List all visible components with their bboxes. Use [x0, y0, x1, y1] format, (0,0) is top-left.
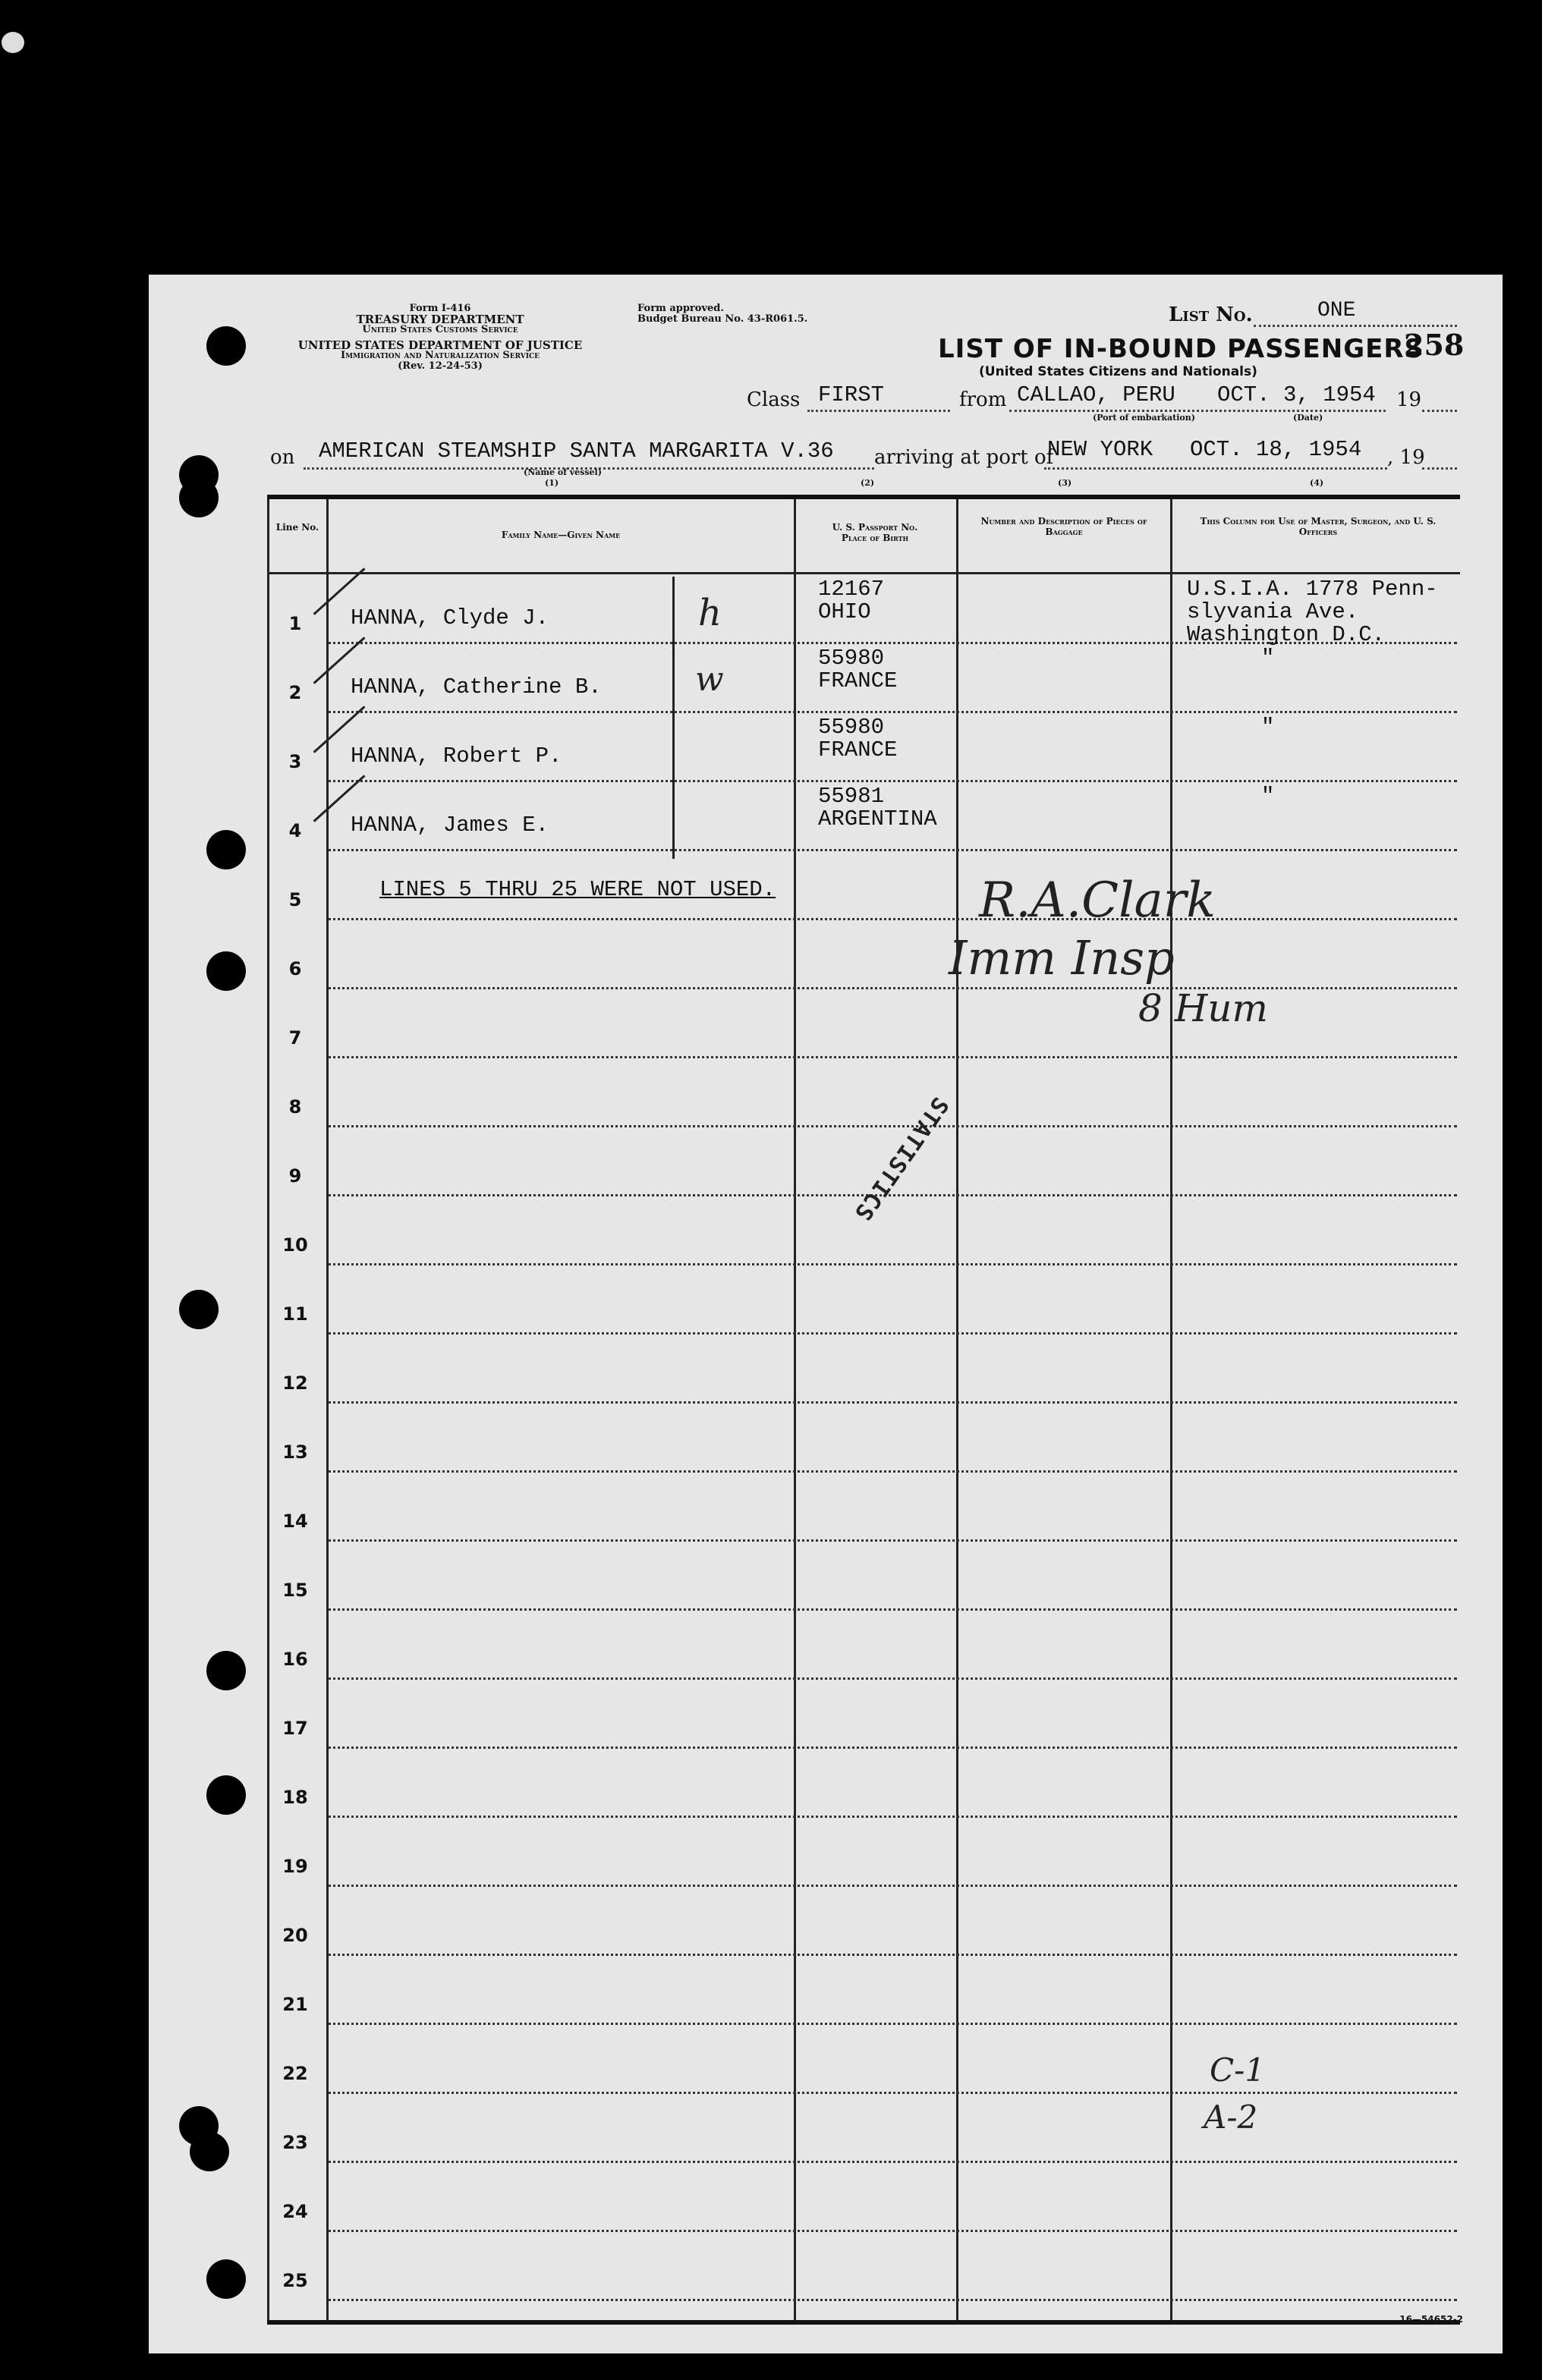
- port-embarkation: CALLAO, PERU: [1017, 382, 1175, 407]
- row-line: [328, 1539, 1457, 1542]
- row-number: 25: [282, 2270, 308, 2291]
- place-of-birth: ARGENTINA: [818, 806, 937, 832]
- arrival-port: NEW YORK: [1047, 437, 1153, 462]
- inspector-note: 8 Hum: [1138, 986, 1268, 1030]
- year-suffix-2: , 19: [1387, 446, 1425, 469]
- officer-note: ": [1261, 784, 1275, 809]
- row-number: 8: [288, 1096, 302, 1118]
- row-line: [328, 1746, 1457, 1749]
- row-number: 21: [282, 1994, 308, 2015]
- row-number: 23: [282, 2132, 308, 2153]
- binder-hole: [206, 1651, 246, 1690]
- treasury-dept: TREASURY DEPARTMENT: [356, 313, 524, 326]
- officer-note: ": [1261, 646, 1275, 671]
- row-line: [328, 1125, 1457, 1127]
- budget-block: [637, 303, 807, 325]
- row-line: [328, 1263, 1457, 1265]
- row-line: [328, 1194, 1457, 1196]
- row-line: [328, 1401, 1457, 1404]
- col-head-baggage: Number and Description of Pieces of Baggage: [980, 516, 1147, 537]
- officer-note: U.S.I.A. 1778 Penn-: [1187, 577, 1438, 602]
- row-line: [328, 2161, 1457, 2163]
- vessel-name: AMERICAN STEAMSHIP SANTA MARGARITA V.36: [319, 439, 834, 464]
- budget-bureau: Budget Bureau No. 43-R061.5.: [637, 313, 808, 325]
- passport-number: 55980: [818, 646, 885, 671]
- inspector-title: Imm Insp: [949, 930, 1175, 986]
- row-number: 18: [282, 1787, 308, 1808]
- hand-bracket-line: [672, 577, 675, 859]
- place-of-birth: FRANCE: [818, 737, 898, 762]
- port-caption: (Port of embarkation): [1093, 413, 1195, 423]
- row-number: 11: [282, 1303, 308, 1325]
- passport-number: 55980: [818, 715, 885, 740]
- year-line-2: [1422, 467, 1457, 470]
- inspector-signature: R.A.Clark: [979, 872, 1216, 929]
- col-divider: [794, 499, 796, 2320]
- list-no-value: ONE: [1317, 299, 1356, 322]
- statistics-stamp: STATISTICS: [848, 1092, 954, 1226]
- passport-number: 55981: [818, 784, 885, 809]
- row-number: 9: [288, 1165, 302, 1187]
- binder-hole: [206, 2259, 246, 2299]
- corner-mark: [2, 32, 24, 53]
- year-line: [1422, 410, 1457, 412]
- col-head-line: Line No.: [275, 522, 319, 533]
- form-approved: Form approved.: [637, 303, 724, 314]
- binder-hole: [179, 478, 219, 517]
- col-divider: [956, 499, 958, 2320]
- officer-note: Washington D.C.: [1187, 622, 1386, 647]
- passenger-name: HANNA, Clyde J.: [351, 605, 549, 630]
- binder-hole: [206, 830, 246, 869]
- revision: (Rev. 12-24-53): [398, 360, 483, 372]
- row-line: [328, 1332, 1457, 1335]
- row-number: 24: [282, 2201, 308, 2222]
- caption-1: (1): [545, 478, 559, 488]
- col-head-officers: This Column for Use of Master, Surgeon, and U. S. Officers: [1200, 516, 1437, 537]
- row-number: 6: [288, 958, 302, 979]
- handwritten-h: h: [698, 592, 722, 634]
- row-line: [328, 1885, 1457, 1887]
- class-line: [807, 410, 950, 412]
- caption-3: (3): [1058, 478, 1072, 488]
- row-line: [328, 918, 1457, 920]
- embark-date: OCT. 3, 1954: [1217, 382, 1376, 407]
- from-label: from: [959, 388, 1007, 411]
- date-caption: (Date): [1293, 413, 1323, 423]
- row-number: 4: [288, 820, 302, 841]
- from-line: [1009, 410, 1386, 412]
- row-line: [328, 1816, 1457, 1818]
- row-number: 20: [282, 1925, 308, 1946]
- col-head-name: Family Name—Given Name: [501, 530, 621, 540]
- row-number: 12: [282, 1372, 308, 1394]
- passenger-name: HANNA, Robert P.: [351, 744, 562, 769]
- row-line: [328, 987, 1457, 989]
- year-suffix: 19: [1396, 388, 1422, 411]
- page-title: LIST OF IN-BOUND PASSENGERS: [938, 334, 1424, 364]
- list-no-label: List No.: [1169, 303, 1253, 326]
- form-code: 16—54652-2: [1399, 2314, 1463, 2325]
- header-separator: [267, 572, 1460, 574]
- binder-hole: [206, 326, 246, 366]
- col-divider: [326, 499, 329, 2320]
- row-number: 7: [288, 1027, 302, 1049]
- row-line: [328, 711, 1457, 713]
- passport-number: 12167: [818, 577, 885, 602]
- binder-hole: [179, 1290, 219, 1329]
- unused-lines-note: LINES 5 THRU 25 WERE NOT USED.: [379, 877, 776, 902]
- row-line: [328, 1056, 1457, 1058]
- officer-note: slyvania Ave.: [1187, 599, 1359, 624]
- passenger-table: [267, 495, 1460, 2325]
- page-subtitle: (United States Citizens and Nationals): [979, 364, 1257, 379]
- row-number: 3: [288, 751, 302, 772]
- handwritten-a2: A-2: [1204, 2099, 1258, 2136]
- customs-service: United States Customs Service: [362, 324, 518, 335]
- row-line: [328, 1677, 1457, 1680]
- handwritten-w: w: [695, 660, 724, 699]
- list-no-line: [1254, 325, 1457, 327]
- col-head-passport: U. S. Passport No. Place of Birth: [832, 522, 918, 543]
- officer-note: ": [1261, 715, 1275, 740]
- row-line: [328, 849, 1457, 851]
- class-label: Class: [747, 388, 801, 411]
- row-number: 22: [282, 2063, 308, 2084]
- place-of-birth: OHIO: [818, 599, 871, 624]
- form-number: Form I-416: [409, 303, 471, 314]
- row-line: [328, 2230, 1457, 2232]
- row-number: 13: [282, 1442, 308, 1463]
- ins: Immigration and Naturalization Service: [340, 350, 540, 361]
- arrival-line: [1044, 467, 1387, 470]
- handwritten-c1: C-1: [1210, 2051, 1266, 2089]
- row-number: 1: [288, 613, 302, 634]
- row-line: [328, 1470, 1457, 1473]
- agency-block: [266, 303, 615, 372]
- row-number: 19: [282, 1856, 308, 1877]
- row-number: 10: [282, 1234, 308, 1256]
- caption-2: (2): [861, 478, 875, 488]
- passenger-name: HANNA, Catherine B.: [351, 674, 602, 700]
- col-divider: [1170, 499, 1172, 2320]
- binder-hole: [206, 951, 246, 991]
- vessel-caption: (Name of vessel): [524, 467, 602, 477]
- row-number: 16: [282, 1649, 308, 1670]
- on-label: on: [270, 446, 295, 469]
- row-line: [328, 780, 1457, 782]
- table-border-left: [267, 499, 269, 2320]
- passenger-name: HANNA, James E.: [351, 813, 549, 838]
- row-number: 15: [282, 1580, 308, 1601]
- row-line: [328, 1954, 1457, 1956]
- arrival-date: OCT. 18, 1954: [1190, 437, 1362, 462]
- caption-4: (4): [1310, 478, 1324, 488]
- page-number: 258: [1404, 328, 1465, 362]
- row-line: [328, 2299, 1457, 2301]
- row-number: 2: [288, 682, 302, 703]
- row-line: [328, 2092, 1457, 2094]
- row-number: 17: [282, 1718, 308, 1739]
- row-line: [328, 2023, 1457, 2025]
- arriving-label: arriving at port of: [874, 446, 1054, 469]
- binder-hole: [190, 2132, 229, 2171]
- row-number: 5: [288, 889, 302, 910]
- row-line: [328, 1608, 1457, 1611]
- binder-hole: [206, 1775, 246, 1815]
- justice-dept: UNITED STATES DEPARTMENT OF JUSTICE: [297, 338, 583, 352]
- class-value: FIRST: [818, 382, 885, 407]
- place-of-birth: FRANCE: [818, 668, 898, 693]
- row-number: 14: [282, 1511, 308, 1532]
